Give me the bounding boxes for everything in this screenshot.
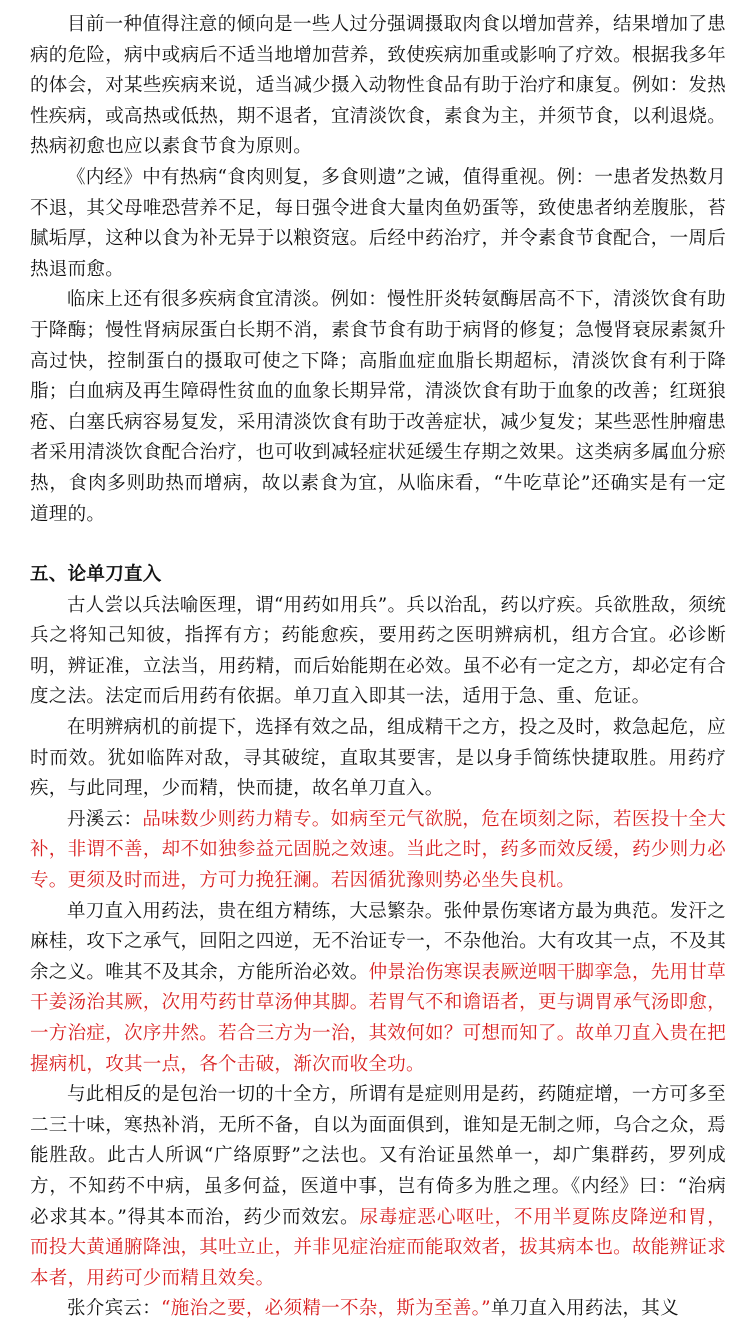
jiebin-lead: 张介宾云：: [67, 1298, 162, 1320]
paragraph-clinical-light-diet: 临床上还有很多疾病食宜清淡。例如：慢性肝炎转氨酶居高不下，清淡饮食有助于降酶；慢性肾病尿蛋白长期不消，素食节食有助于病肾的修复；急慢肾衰尿素氮升高过快，控制蛋白的摄取可使之下降；高脂血症血脂长期超标，清淡饮食有利于降脂；白血病及再生障碍性贫血的血象长期异常，清淡饮食有助于血象的改善；红斑狼疮、白塞氏病容易复发，采用清淡饮食有助于改善症状，减少复发；某些恶性肿瘤患者采用清淡饮食配合治疗，也可收到减轻症状延缓生存期之效果。这类病多属血分瘀热，食肉多则助热而增病，故以素食为宜，从临床看，“牛吃草论”还确实是有一定道理的。: [30, 289, 726, 525]
paragraph-zhang-jiebin: [30, 1294, 726, 1325]
jiebin-quote: “施治之要，必须精一不杂，斯为至善。”: [161, 1298, 491, 1320]
paragraph-neijing-warning: 《内经》中有热病“食肉则复，多食则遗”之诫，值得重视。例：一患者发热数月不退，其父母唯恐营养不足，每日强令进食大量肉鱼奶蛋等，致使患者纳差腹胀，苔腻垢厚，这种以食为补无异于以粮资寇。后经中药治疗，并令素食节食配合，一周后热退而愈。: [30, 166, 726, 280]
zhongjing-text: 单刀直入用药法，贵在组方精练，大忌繁杂。张仲景伤寒诸方最为典范。发汗之麻桂，攻下之承气，回阳之四逆，无不治证专一，不杂他治。大有攻其一点，不及其余之义。唯其不及其余，方能所治必效。: [30, 900, 726, 983]
zhongjing-highlight: 仲景治伤寒误表厥逆咽干脚挛急，先用甘草干姜汤治其厥，次用芍药甘草汤伸其脚。若胃气不和谵语者，更与调胃承气汤即愈，一方治症，次序井然。若合三方为一治，其效何如？可想而知了。故单刀直入贵在把握病机，攻其一点，各个击破，渐次而收全功。: [30, 961, 727, 1075]
paragraph-zhang-zhongjing: [30, 897, 726, 1081]
cure-all-text: 与此相反的是包治一切的十全方，所谓有是症则用是药，药随症增，一方可多至二三十味，寒热补消，无所不备，自以为面面俱到，谁知是无制之师，乌合之众，焉能胜敌。此古人所讽“广络原野”之法也。又有治证虽然单一，却广集群药，罗列成方，不知药不中病，虽多何益，医道中事，岂有倚多为胜之理。《内经》曰：“治病必求其本。”得其本而治，药少而效宏。: [30, 1084, 726, 1228]
uremia-highlight: 尿毒症恶心呕吐，不用半夏陈皮降逆和胃，而投大黄通腑降浊，其吐立止，并非见症治症而能取效者，拔其病本也。故能辨证求本者，用药可少而精且效矣。: [30, 1206, 726, 1289]
paragraph-cure-all-formula: [30, 1080, 726, 1294]
danxi-lead: 丹溪云：: [67, 808, 143, 830]
paragraph-medicine-as-war: 古人尝以兵法喻医理，谓“用药如用兵”。兵以治乱，药以疗疾。兵欲胜敌，须统兵之将知己知彼，指挥有方；药能愈疾，要用药之医明辨病机，组方合宜。必诊断明，辨证准，立法当，用药精，而后始能期在必效。虽不必有一定之方，却必定有合度之法。法定而后用药有依据。单刀直入即其一法，适用于急、重、危证。: [30, 594, 726, 708]
paragraph-vegetarian-diet: 目前一种值得注意的倾向是一些人过分强调摄取肉食以增加营养，结果增加了患病的危险，病中或病后不适当地增加营养，致使疾病加重或影响了疗效。根据我多年的体会，对某些疾病来说，适当减少摄入动物性食品有助于治疗和康复。例如：发热性疾病，或高热或低热，期不退者，宜清淡饮食，素食为主，并须节食，以利退烧。热病初愈也应以素食节食为原则。: [30, 14, 726, 158]
section-heading: 五、论单刀直入: [30, 564, 162, 586]
jiebin-tail: 单刀直入用药法，其义: [490, 1298, 679, 1320]
paragraph-danxi-quote: [30, 805, 726, 897]
danxi-quote-text: 品味数少则药力精专。如病至元气欲脱，危在顷刻之际，若医投十全大补，非谓不善，却不如独参益元固脱之效速。当此之时，药多而效反缓，药少则力必专。更须及时而进，方可力挽狂澜。若因循犹豫则势必坐失良机。: [30, 808, 726, 892]
paragraph-precise-prescription: 在明辨病机的前提下，选择有效之品，组成精干之方，投之及时，救急起危，应时而效。犹如临阵对敌，寻其破绽，直取其要害，是以身手简练快捷取胜。用药疗疾，与此同理，少而精，快而捷，故名单刀直入。: [30, 717, 726, 800]
